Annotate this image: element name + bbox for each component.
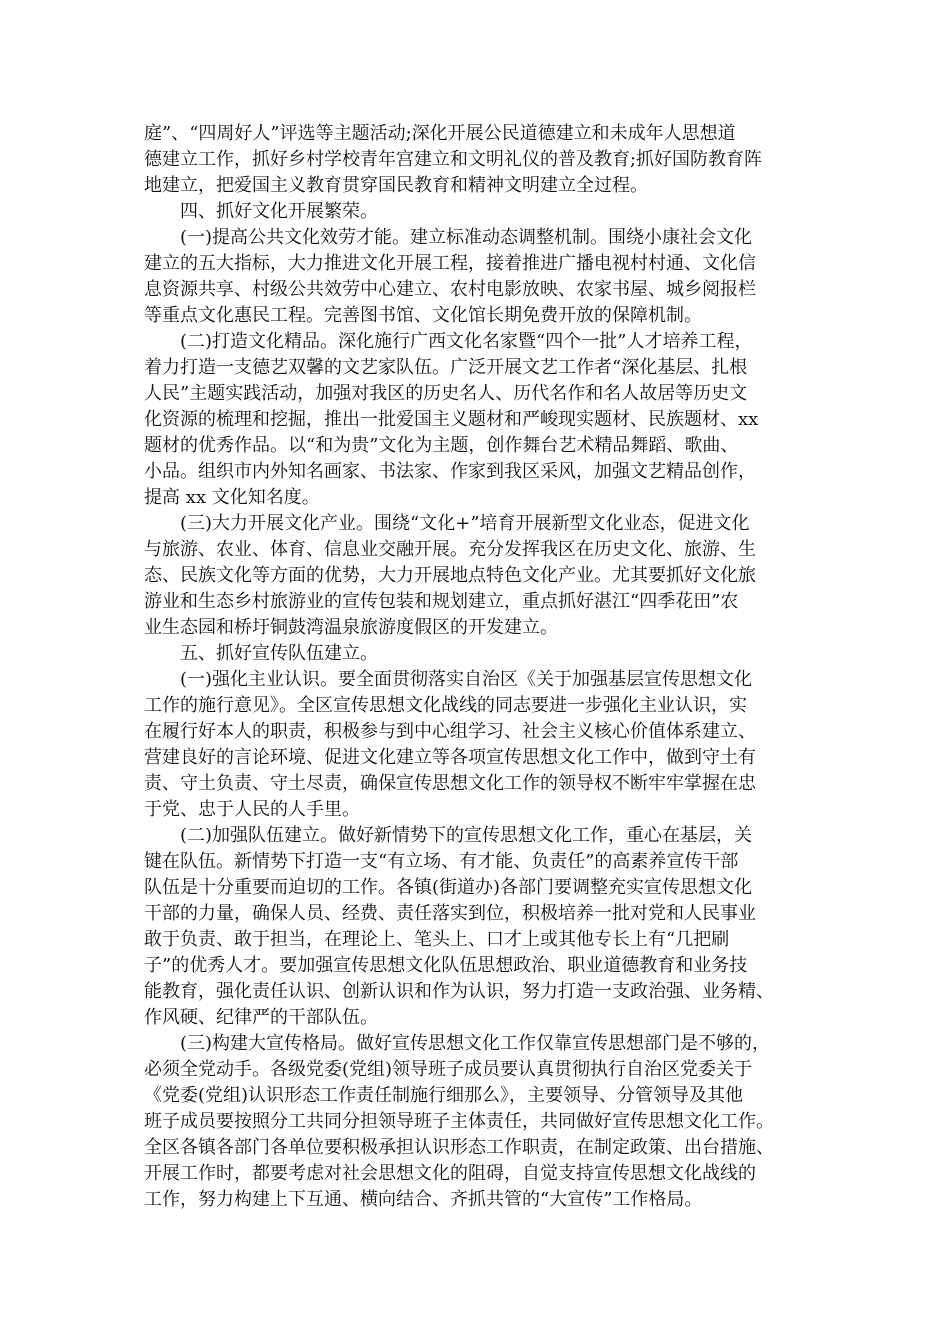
paragraph-first-line: (二)加强队伍建立。做好新情势下的宣传思想文化工作，重心在基层，关 <box>180 825 753 846</box>
paragraph-first-line: 四、抓好文化开展繁荣。 <box>180 201 378 222</box>
text-line: 班子成员要按照分工共同分担领导班子主体责任，共同做好宣传思想文化工作。 <box>144 1111 774 1132</box>
text-line: 提高 xx 文化知名度。 <box>144 487 320 508</box>
text-line: 息资源共享、村级公共效劳中心建立、农村电影放映、农家书屋、城乡阅报栏 <box>144 279 756 300</box>
text-line: 地建立，把爱国主义教育贯穿国民教育和精神文明建立全过程。 <box>144 175 648 196</box>
text-line: 全区各镇各部门各单位要积极承担认识形态工作职责，在制定政策、出台措施、 <box>144 1137 774 1158</box>
text-line: 营建良好的言论环境、促进文化建立等各项宣传思想文化工作中，做到守土有 <box>144 747 756 768</box>
text-line: 在履行好本人的职责，积极参与到中心组学习、社会主义核心价值体系建立、 <box>144 721 756 742</box>
text-line: 游业和生态乡村旅游业的宣传包装和规划建立，重点抓好湛江“四季花田”农 <box>144 591 739 612</box>
text-line: 德建立工作，抓好乡村学校青年宫建立和文明礼仪的普及教育;抓好国防教育阵 <box>144 149 763 170</box>
text-line: 人民”主题实践活动，加强对我区的历史名人、历代名作和名人故居等历史文 <box>144 383 748 404</box>
text-line: 庭”、“四周好人”评选等主题活动;深化开展公民道德建立和未成年人思想道 <box>144 123 736 144</box>
paragraph-first-line: 五、抓好宣传队伍建立。 <box>180 643 378 664</box>
text-line: 作风硬、纪律严的干部队伍。 <box>144 1007 378 1028</box>
text-line: 必须全党动手。各级党委(党组)领导班子成员要认真贯彻执行自治区党委关于 <box>144 1059 753 1080</box>
paragraph-first-line: (三)大力开展文化产业。围绕“文化+”培育开展新型文化业态，促进文化 <box>180 513 750 534</box>
text-line: 业生态园和桥圩铜鼓湾温泉旅游度假区的开发建立。 <box>144 617 558 638</box>
text-line: 建立的五大指标，大力推进文化开展工程，接着推进广播电视村村通、文化信 <box>144 253 756 274</box>
text-line: 责、守土负责、守土尽责，确保宣传思想文化工作的领导权不断牢牢掌握在忠 <box>144 773 756 794</box>
text-line: 《党委(党组)认识形态工作责任制施行细那么》，主要领导、分管领导及其他 <box>144 1085 744 1106</box>
text-line: 于党、忠于人民的人手里。 <box>144 799 360 820</box>
paragraph-first-line: (一)强化主业认识。要全面贯彻落实自治区《关于加强基层宣传思想文化 <box>180 669 753 690</box>
paragraph-first-line: (二)打造文化精品。深化施行广西文化名家暨“四个一批”人才培养工程， <box>180 331 753 352</box>
document-body <box>144 121 808 1213</box>
text-line: 化资源的梳理和挖掘，推出一批爱国主义题材和严峻现实题材、民族题材、xx <box>144 409 759 430</box>
text-line: 干部的力量，确保人员、经费、责任落实到位，积极培养一批对党和人民事业 <box>144 903 756 924</box>
paragraph-first-line: (三)构建大宣传格局。做好宣传思想文化工作仅靠宣传思想部门是不够的， <box>180 1033 771 1054</box>
text-line: 子”的优秀人才。要加强宣传思想文化队伍思想政治、职业道德教育和业务技 <box>144 955 748 976</box>
text-line: 小品。组织市内外知名画家、书法家、作家到我区采风，加强文艺精品创作， <box>144 461 756 482</box>
paragraph-first-line: (一)提高公共文化效劳才能。建立标准动态调整机制。围绕小康社会文化 <box>180 227 753 248</box>
text-line: 等重点文化惠民工程。完善图书馆、文化馆长期免费开放的保障机制。 <box>144 305 702 326</box>
text-line: 工作，努力构建上下互通、横向结合、齐抓共管的“大宣传”工作格局。 <box>144 1189 703 1210</box>
text-line: 敢于负责、敢于担当，在理论上、笔头上、口才上或其他专长上有“几把刷 <box>144 929 730 950</box>
text-line: 与旅游、农业、体育、信息业交融开展。充分发挥我区在历史文化、旅游、生 <box>144 539 756 560</box>
text-line: 工作的施行意见》。全区宣传思想文化战线的同志要进一步强化主业认识，实 <box>144 695 747 716</box>
text-line: 开展工作时，都要考虑对社会思想文化的阻碍，自觉支持宣传思想文化战线的 <box>144 1163 756 1184</box>
text-line: 态、民族文化等方面的优势，大力开展地点特色文化产业。尤其要抓好文化旅 <box>144 565 756 586</box>
text-line: 题材的优秀作品。以“和为贵”文化为主题，创作舞台艺术精品舞蹈、歌曲、 <box>144 435 739 456</box>
text-line: 能教育，强化责任认识、创新认识和作为认识，努力打造一支政治强、业务精、 <box>144 981 774 1002</box>
text-line: 键在队伍。新情势下打造一支“有立场、有才能、负责任”的高素养宣传干部 <box>144 851 739 872</box>
text-line: 着力打造一支德艺双馨的文艺家队伍。广泛开展文艺工作者“深化基层、扎根 <box>144 357 748 378</box>
text-line: 队伍是十分重要而迫切的工作。各镇(街道办)各部门要调整充实宣传思想文化 <box>144 877 753 898</box>
